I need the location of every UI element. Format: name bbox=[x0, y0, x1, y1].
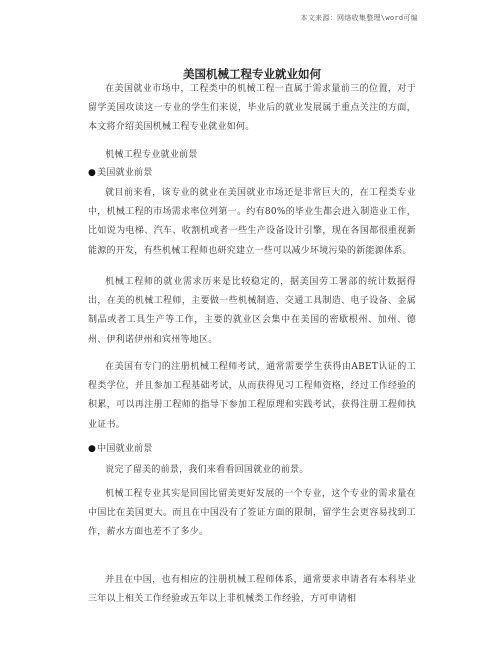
paragraph-china-demand: 机械工程专业其实是回国比留美更好发展的一个专业，这个专业的需求量在中国比在美国更大。而且在中国没有了签证方面的限制，留学生会更容易找到工作，薪水方面也差不了多少。 bbox=[88, 489, 416, 538]
paragraph-demand-stability: 机械工程师的就业需求历来是比较稳定的，据美国劳工署部的统计数据得出，在美的机械工程师，主要做一些机械制造、交通工具制造、电子设备、金属制品或者工具生产等工作，主要的就业区会集中在美国的密歇根州、加州、德州、伊利诺伊州和宾州等地区。 bbox=[88, 277, 416, 345]
section-heading: 机械工程专业就业前景 bbox=[105, 150, 198, 160]
source-note: 本文来源：网络收集整理\word可编 bbox=[300, 14, 418, 22]
document-title: 美国机械工程专业就业如何 bbox=[183, 67, 321, 81]
paragraph-licensing: 在美国有专门的注册机械工程师考试，通常需要学生获得由ABET认证的工程类学位，并且参加工程基础考试，从而获得见习工程师资格，经过工作经验的积累，可以再注册工程师的指导下参加工程原理和实践考试，获得注册工程师执业证书。 bbox=[88, 362, 416, 430]
bullet-china-label: 中国就业前景 bbox=[97, 444, 153, 454]
bullet-dot-icon: ● bbox=[88, 444, 97, 454]
bullet-dot-icon: ● bbox=[88, 168, 97, 178]
paragraph-china-licensing: 并且在中国，也有相应的注册机械工程师体系，通常要求申请者有本科毕业三年以上相关工作经验或五年以上非机械类工作经验，方可申请相 bbox=[88, 575, 416, 605]
bullet-us-outlook bbox=[88, 164, 416, 183]
bullet-us-label: 美国就业前景 bbox=[97, 168, 153, 178]
bullet-china-outlook bbox=[88, 440, 416, 459]
intro-paragraph: 在美国就业市场中，工程类中的机械工程一直属于需求量前三的位置，对于留学美国攻读这一专业的学生们来说，毕业后的就业发展属于重点关注的方面，本文将介绍美国机械工程专业就业如何。 bbox=[88, 84, 416, 133]
paragraph-china-intro: 说完了留美的前景，我们来看看回国就业的前景。 bbox=[105, 465, 309, 475]
paragraph-us-market: 就目前来看，该专业的就业在美国就业市场还是非常巨大的，在工程类专业中，机械工程的市场需求率位列第一。约有80%的毕业生都会进入制造业工作，比如说为电梯、汽车、收割机或者一些生产设备设计引擎，现在各国都很重视新能源的开发，有些机械工程师也研究建立一些可以减少环境污染的新能源体系。 bbox=[88, 188, 416, 256]
